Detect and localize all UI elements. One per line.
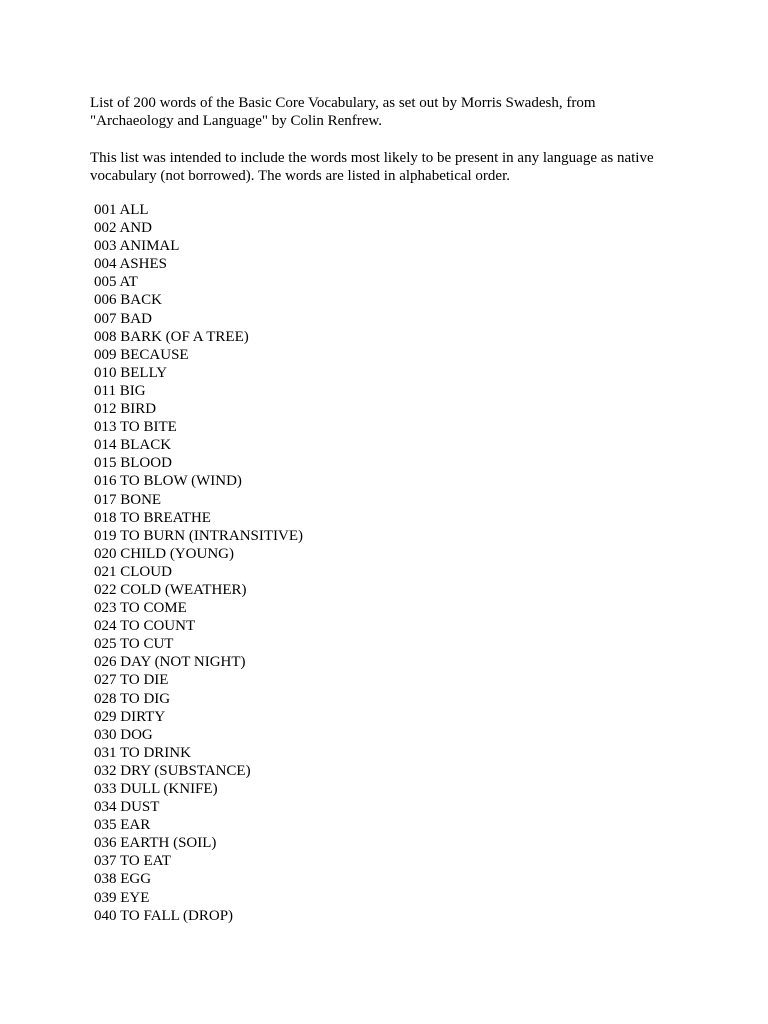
list-item: [94, 798, 303, 816]
word-text: EAR: [120, 817, 151, 834]
list-item: [94, 273, 303, 291]
list-item: [94, 219, 303, 237]
list-item: [94, 527, 303, 545]
list-item: [94, 581, 303, 599]
word-number: 017: [94, 491, 117, 508]
word-number: 019: [94, 527, 117, 544]
list-item: [94, 690, 303, 708]
word-number: 036: [94, 835, 117, 852]
word-number: 039: [94, 889, 117, 906]
intro-paragraph-2-line-2: vocabulary (not borrowed). The words are listed in alphabetical order.: [90, 168, 510, 184]
word-text: BACK: [120, 292, 162, 309]
word-text: TO DIG: [119, 690, 171, 707]
intro-paragraph-1-line-1: List of 200 words of the Basic Core Vocabulary, as set out by Morris Swadesh, from: [90, 95, 596, 111]
word-text: BLACK: [120, 437, 172, 454]
list-item: [94, 346, 303, 364]
word-text: DOG: [120, 726, 153, 743]
word-number: 025: [94, 636, 117, 653]
list-item: [94, 382, 303, 400]
word-text: EYE: [120, 889, 150, 906]
word-text: CLOUD: [120, 563, 172, 580]
word-number: 004: [94, 256, 117, 273]
word-number: 021: [94, 563, 117, 580]
intro-paragraph-1-line-2: "Archaeology and Language" by Colin Renfrew.: [90, 113, 383, 129]
list-item: [94, 491, 303, 509]
word-number: 031: [94, 744, 117, 761]
list-item: [94, 816, 303, 834]
list-item: [94, 635, 303, 653]
word-text: TO CUT: [119, 636, 174, 653]
list-item: [94, 834, 303, 852]
word-number: 015: [94, 455, 117, 472]
word-number: 022: [94, 581, 117, 598]
word-text: TO DRINK: [119, 744, 191, 761]
list-item: [94, 545, 303, 563]
word-number: 040: [94, 907, 117, 924]
word-number: 020: [94, 545, 117, 562]
word-text: ALL: [119, 202, 149, 218]
word-text: BAD: [120, 310, 152, 327]
list-item: [94, 291, 303, 309]
list-item: [94, 870, 303, 888]
word-text: COLD (WEATHER): [120, 581, 247, 598]
word-text: TO FALL (DROP): [119, 907, 234, 924]
list-item: [94, 889, 303, 907]
list-item: [94, 780, 303, 798]
word-text: TO BURN (INTRANSITIVE): [119, 527, 304, 544]
word-text: TO DIE: [119, 672, 169, 689]
word-text: EARTH (SOIL): [120, 835, 217, 852]
word-text: EGG: [120, 871, 152, 888]
list-item: [94, 364, 303, 382]
word-number: 030: [94, 726, 117, 743]
word-text: TO BLOW (WIND): [119, 473, 242, 490]
list-item: [94, 436, 303, 454]
word-text: BONE: [120, 491, 162, 508]
word-text: TO BITE: [119, 419, 177, 436]
word-text: DRY (SUBSTANCE): [120, 762, 251, 779]
intro-text: [90, 94, 730, 204]
word-number: 013: [94, 419, 117, 436]
word-text: DULL (KNIFE): [120, 781, 218, 797]
word-text: DAY (NOT NIGHT): [120, 654, 246, 671]
word-number: 028: [94, 690, 117, 707]
word-text: ASHES: [119, 256, 167, 273]
word-number: 011: [94, 382, 116, 399]
word-number: 010: [94, 364, 117, 381]
word-text: TO BREATHE: [119, 509, 211, 526]
list-item: [94, 201, 303, 219]
list-item: [94, 708, 303, 726]
word-number: 007: [94, 310, 117, 327]
list-item: [94, 255, 303, 273]
word-number: 027: [94, 672, 117, 689]
word-text: BIG: [119, 382, 146, 399]
word-text: TO COUNT: [119, 618, 196, 635]
word-number: 006: [94, 292, 117, 309]
word-number: 016: [94, 473, 117, 490]
word-text: AT: [119, 274, 138, 291]
word-number: 005: [94, 274, 117, 291]
word-number: 009: [94, 346, 117, 363]
word-number: 038: [94, 871, 117, 888]
word-number: 001: [94, 202, 117, 218]
word-number: 024: [94, 618, 117, 635]
intro-paragraph-2-line-1: This list was intended to include the words most likely to be present in any language as native: [90, 150, 654, 166]
list-item: [94, 418, 303, 436]
word-text: AND: [119, 220, 152, 237]
word-text: DIRTY: [120, 708, 166, 725]
word-text: TO EAT: [119, 853, 171, 870]
word-text: CHILD (YOUNG): [120, 545, 234, 562]
word-text: DUST: [120, 799, 160, 816]
list-item: [94, 617, 303, 635]
word-number: 037: [94, 853, 117, 870]
list-item: [94, 328, 303, 346]
word-number: 014: [94, 437, 117, 454]
list-item: [94, 599, 303, 617]
word-text: BELLY: [120, 364, 168, 381]
word-list: [94, 201, 303, 925]
list-item: [94, 852, 303, 870]
list-item: [94, 726, 303, 744]
word-number: 029: [94, 708, 117, 725]
list-item: [94, 472, 303, 490]
word-text: BARK (OF A TREE): [120, 328, 249, 345]
word-number: 023: [94, 600, 117, 617]
word-number: 012: [94, 401, 117, 418]
word-number: 026: [94, 654, 117, 671]
word-number: 003: [94, 238, 117, 255]
list-item: [94, 310, 303, 328]
list-item: [94, 653, 303, 671]
list-item: [94, 563, 303, 581]
word-number: 008: [94, 328, 117, 345]
word-text: BLOOD: [120, 455, 172, 472]
word-text: TO COME: [119, 600, 187, 617]
word-text: BECAUSE: [120, 346, 189, 363]
list-item: [94, 454, 303, 472]
intro-paragraph-1: [90, 94, 730, 130]
word-number: 018: [94, 509, 117, 526]
word-number: 034: [94, 799, 117, 816]
word-number: 002: [94, 220, 117, 237]
list-item: [94, 400, 303, 418]
list-item: [94, 762, 303, 780]
word-number: 033: [94, 781, 117, 797]
list-item: [94, 671, 303, 689]
word-number: 032: [94, 762, 117, 779]
word-text: BIRD: [120, 401, 157, 418]
word-text: ANIMAL: [119, 238, 180, 255]
list-item: [94, 744, 303, 762]
word-number: 035: [94, 817, 117, 834]
intro-paragraph-2: [90, 149, 730, 185]
list-item: [94, 907, 303, 925]
list-item: [94, 509, 303, 527]
list-item: [94, 237, 303, 255]
